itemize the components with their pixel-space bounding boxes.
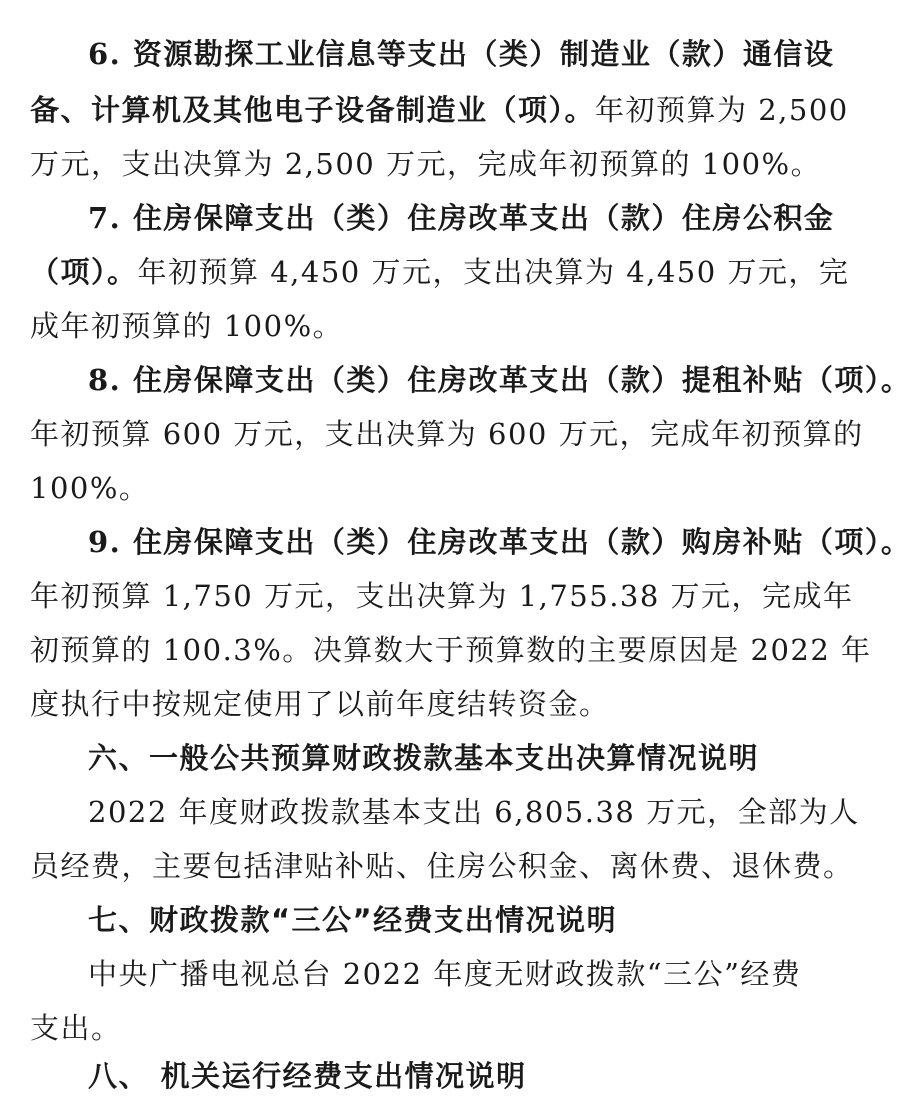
section7-heading: 七、财政拨款“三公”经费支出情况说明 [88,903,618,937]
item6-line3: 万元，支出决算为 2,500 万元，完成年初预算的 100%。 [30,147,822,181]
section6-line1: 2022 年度财政拨款基本支出 6,805.38 万元，全部为人 [88,795,860,829]
item9-line2: 年初预算 1,750 万元，支出决算为 1,755.38 万元，完成年 [30,579,854,613]
item8-line2: 年初预算 600 万元，支出决算为 600 万元，完成年初预算的 [30,417,864,451]
item9-title-line1: 9. 住房保障支出（类）住房改革支出（款）购房补贴（项）。 [88,525,911,559]
item7-title-line1: 7. 住房保障支出（类）住房改革支出（款）住房公积金 [88,201,835,235]
item7-title-line2: （项）。 [30,255,138,289]
item7-line3: 成年初预算的 100%。 [30,309,344,343]
item7-line2 [0,242,850,302]
item6-title-line2: 备、计算机及其他电子设备制造业（项）。 [30,93,596,127]
item7-budget-text: 年初预算 4,450 万元，支出决算为 4,450 万元，完 [137,255,850,289]
section6-line2: 员经费，主要包括津贴补贴、住房公积金、离休费、退休费。 [30,849,854,883]
item6-budget-text: 年初预算为 2,500 [595,93,849,127]
item9-line4: 度执行中按规定使用了以前年度结转资金。 [30,687,610,721]
item6-line2 [0,80,849,140]
item6-title-line1: 6. 资源勘探工业信息等支出（类）制造业（款）通信设 [88,37,835,71]
section7-line2: 支出。 [30,1011,122,1045]
item8-title-line1: 8. 住房保障支出（类）住房改革支出（款）提租补贴（项）。 [88,363,911,397]
item9-line3: 初预算的 100.3%。决算数大于预算数的主要原因是 2022 年 [30,633,872,667]
section8-heading: 八、 机关运行经费支出情况说明 [88,1059,527,1093]
item8-line3: 100%。 [30,471,150,505]
section6-heading: 六、一般公共预算财政拨款基本支出决算情况说明 [88,741,760,775]
section7-line1: 中央广播电视总台 2022 年度无财政拨款“三公”经费 [88,957,802,991]
